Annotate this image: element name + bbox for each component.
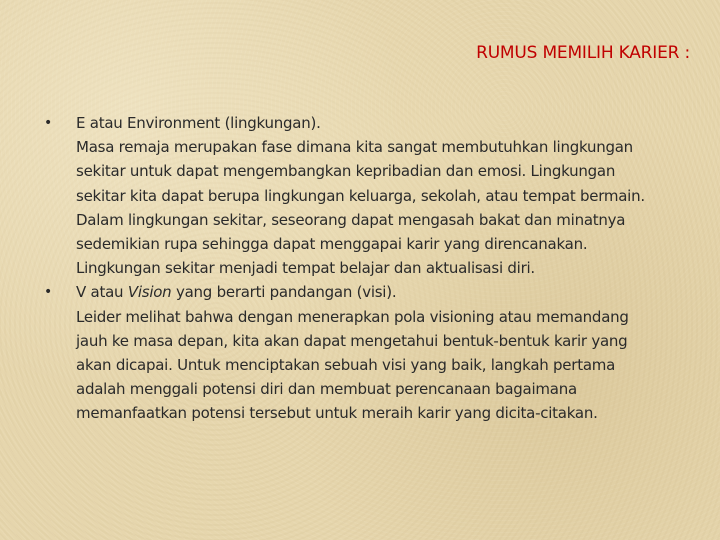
bullet-icon: • bbox=[44, 284, 53, 301]
slide-title: RUMUS MEMILIH KARIER : bbox=[476, 43, 690, 63]
body-line: akan dicapai. Untuk menciptakan sebuah visi yang baik, langkah pertama bbox=[76, 356, 616, 375]
body-line: sekitar untuk dapat mengembangkan kepribadian dan emosi. Lingkungan bbox=[76, 162, 616, 181]
item-heading: E atau Environment (lingkungan). bbox=[76, 114, 321, 132]
item-body bbox=[76, 135, 684, 280]
bullet-list bbox=[44, 111, 684, 426]
body-line: Dalam lingkungan sekitar, seseorang dapat mengasah bakat dan minatnya bbox=[76, 210, 626, 229]
body-line: sekitar kita dapat berupa lingkungan keluarga, sekolah, atau tempat bermain. bbox=[76, 186, 645, 205]
body-line: Lingkungan sekitar menjadi tempat belajar dan aktualisasi diri. bbox=[76, 259, 535, 278]
heading-suffix: yang berarti pandangan (visi). bbox=[171, 283, 397, 302]
heading-italic-term: Vision bbox=[127, 283, 172, 302]
body-line: memanfaatkan potensi tersebut untuk meraih karir yang dicita-citakan. bbox=[76, 404, 598, 423]
body-line: sedemikian rupa sehingga dapat menggapai karir yang direncanakan. bbox=[76, 235, 588, 254]
list-item-environment bbox=[44, 111, 684, 280]
item-heading bbox=[76, 280, 684, 304]
body-line: Masa remaja merupakan fase dimana kita sangat membutuhkan lingkungan bbox=[76, 138, 633, 157]
heading-prefix: V atau bbox=[76, 283, 128, 302]
body-line: adalah menggali potensi diri dan membuat perencanaan bagaimana bbox=[76, 380, 577, 399]
item-body bbox=[76, 305, 684, 426]
bullet-icon: • bbox=[44, 115, 53, 131]
body-line: jauh ke masa depan, kita akan dapat mengetahui bentuk-bentuk karir yang bbox=[76, 331, 628, 350]
list-item-vision bbox=[44, 280, 684, 425]
body-line: Leider melihat bahwa dengan menerapkan pola visioning atau memandang bbox=[76, 307, 629, 326]
